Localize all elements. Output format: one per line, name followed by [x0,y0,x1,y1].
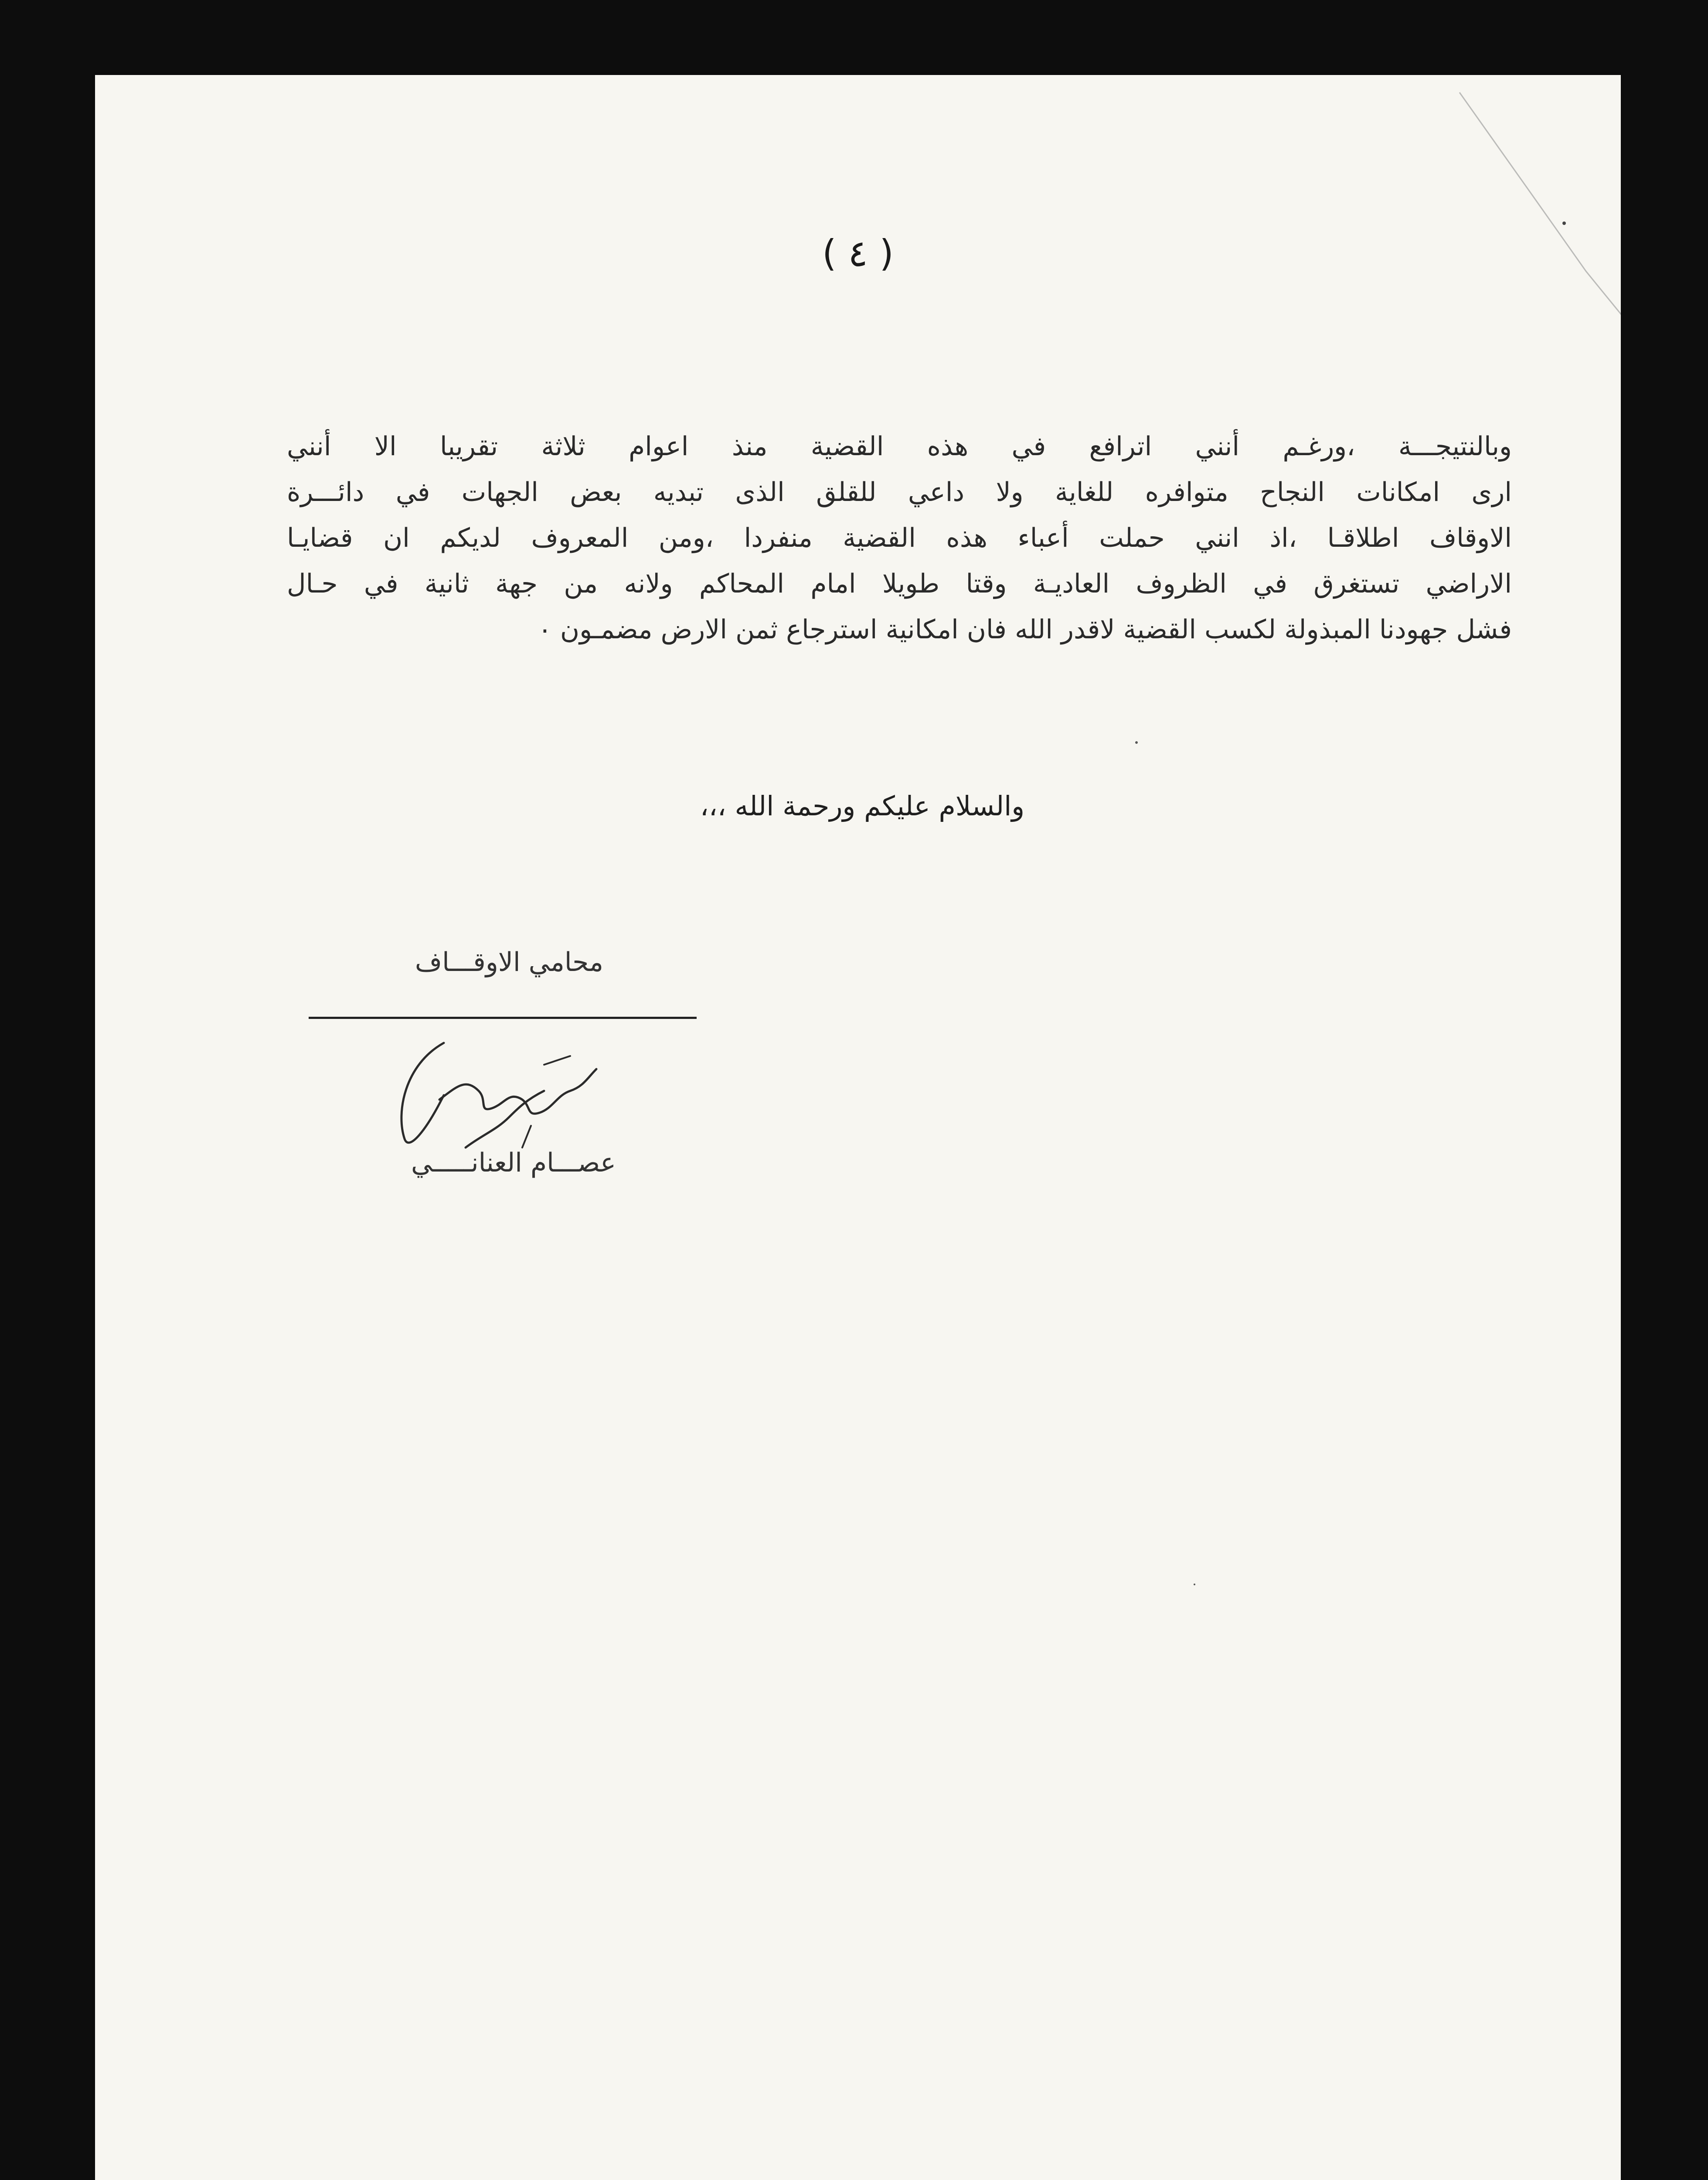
signer-name: عصـــام العنانـــــي [411,1148,616,1178]
signature-line [309,1017,697,1019]
paragraph-line: فشل جهودنا المبذولة لكسب القضية لاقدر الله فان امكانية استرجاع ثمن الارض مضمـون ٠ [538,614,1512,645]
signer-title: محامي الاوقـــاف [415,947,604,978]
document-page [95,75,1621,2180]
paragraph-line: ارى امكانات النجاح متوافره للغاية ولا داعي للقلق الذى تبديه بعض الجهات في دائـــرة [287,477,1512,508]
paper-speck [1135,741,1138,744]
page-number: ( ٤ ) [822,232,894,275]
signature-block [291,869,814,1226]
handwritten-signature [378,1025,623,1209]
paragraph-line: الاوقاف اطلاقـا ،اذ انني حملت أعباء هذه القضية منفردا ،ومن المعروف لديكم ان قضايـا [287,523,1512,553]
paragraph-line: الاراضي تستغرق في الظروف العاديـة وقتا طويلا امام المحاكم ولانه من جهة ثانية في حـال [287,569,1512,599]
paragraph-line: وبالنتيجـــة ،ورغـم أنني اترافع في هذه القضية منذ اعوام ثلاثة تقريبا الا أنني [287,431,1512,462]
paper-speck [1194,1584,1195,1585]
closing-salutation: والسلام عليكم ورحمة الله ،،، [700,790,1025,822]
body-paragraph [287,424,1512,653]
